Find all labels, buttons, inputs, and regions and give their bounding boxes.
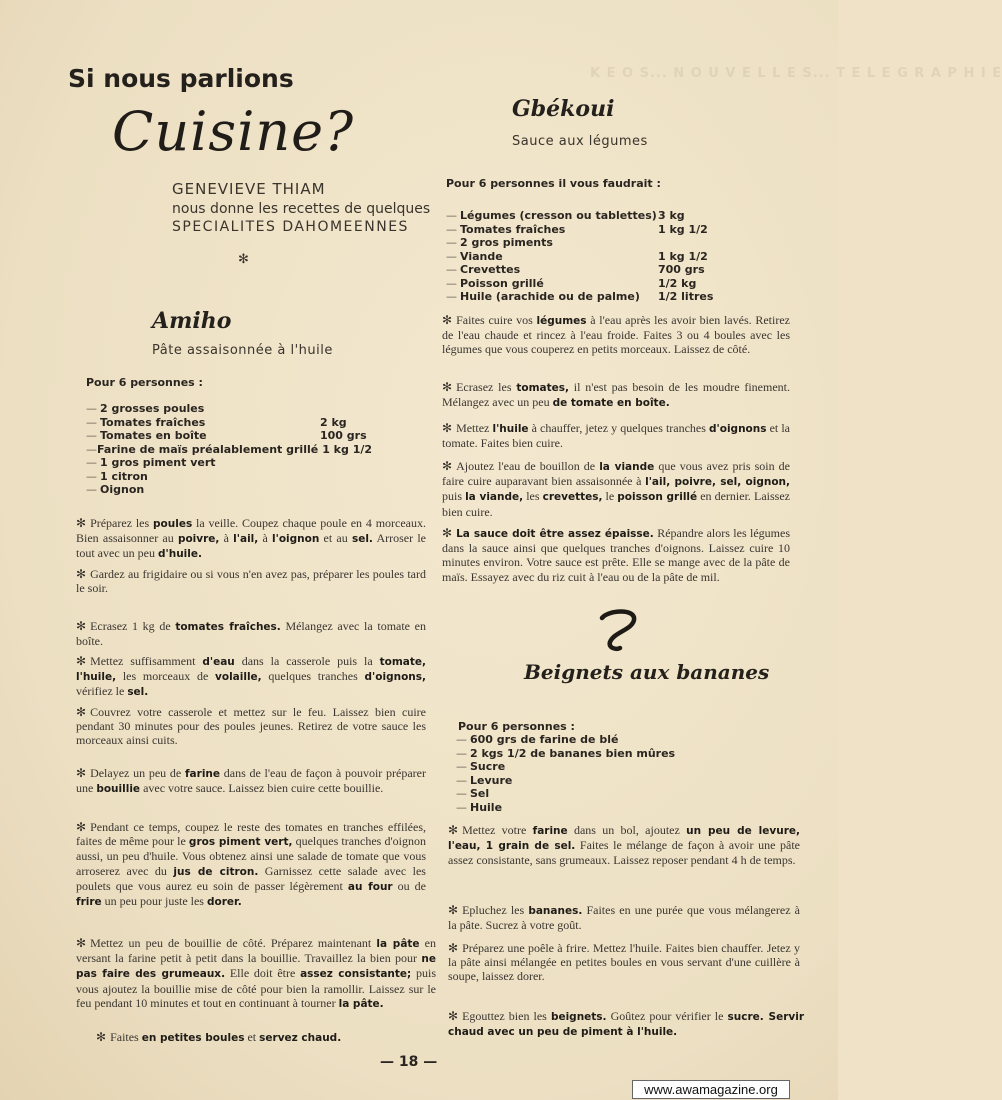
ingredient-row: — Poisson grillé 1/2 kg: [446, 277, 716, 291]
ingredient-row: — Oignon: [86, 483, 145, 496]
ingredient-qty: 3 kg: [658, 209, 685, 222]
ingredient-row: — 600 grs de farine de blé: [456, 733, 619, 746]
amiho-title: Amiho: [152, 308, 232, 334]
ingredient-name: Tomates en boîte: [100, 429, 207, 442]
ingredient-row: — 2 gros piments: [446, 236, 553, 249]
beignets-step-3: ✻ Préparez une poêle à frire. Mettez l'huile. Faites bien chauffer. Jetez y la pâte ainsi mélangée en petites boules en vous servant d'une cuillère à soupe, laissez dorer.: [448, 941, 800, 984]
header-title: Cuisine?: [112, 100, 355, 163]
ingredient-row: — Sel: [456, 787, 490, 800]
ingredient-row: — Farine de maïs préalablement grillé 1 kg 1/2: [86, 442, 373, 456]
ingredient-name: Crevettes: [460, 263, 521, 276]
ingredient-name: Oignon: [100, 483, 145, 496]
gbekoui-step-3: ✻ Mettez l'huile à chauffer, jetez y quelques tranches d'oignons et la tomate. Faites bien cuire.: [442, 421, 790, 451]
amiho-step-1: ✻ Préparez les poules la veille. Coupez chaque poule en 4 morceaux. Bien assaisonner au poivre, à l'ail, à l'oignon et au sel. Arroser le tout avec un peu d'huile.: [76, 516, 426, 561]
gbekoui-persons: Pour 6 personnes il vous faudrait :: [446, 177, 661, 190]
gbekoui-step-4: ✻ Ajoutez l'eau de bouillon de la viande que vous avez pris soin de faire cuire auparavant bien assaisonnée à l'ail, poivre, sel, oignon, puis la viande, les crevettes, le poisson grillé en dernier. Laissez bien cuire.: [442, 459, 790, 519]
author-block: [172, 180, 430, 235]
ingredient-name: Huile: [470, 800, 503, 814]
amiho-step-2: ✻ Gardez au frigidaire ou si vous n'en avez pas, préparer les poules tard le soir.: [76, 567, 426, 596]
ingredient-qty: 1 kg 1/2: [322, 442, 373, 456]
ingredient-name: 1 gros piment vert: [100, 456, 216, 469]
ingredient-row: — Tomates fraîches 1 kg 1/2: [446, 223, 716, 237]
ingredient-row: — Sucre: [456, 760, 506, 773]
ingredient-qty: 700 grs: [658, 263, 705, 276]
ingredient-row: — 1 citron: [86, 469, 148, 483]
gbekoui-ingredients: [446, 209, 716, 304]
gbekoui-step-5: ✻ La sauce doit être assez épaisse. Répandre alors les légumes dans la sauce ainsi que quelques tranches d'oignons. Laissez cuire 10 minutes environ. Votre sauce est prête. Elle se mange avec de la pâte de maïs. Essayez avec du riz cuit à l'eau ou de la pâte de mil.: [442, 526, 791, 584]
amiho-step-9: ✻ Faites en petites boules et servez chaud.: [96, 1030, 342, 1044]
ingredient-name: 1 citron: [100, 469, 148, 483]
ingredient-name: Tomates fraîches: [460, 222, 566, 236]
ingredient-row: — Légumes (cresson ou tablettes) 3 kg: [446, 209, 716, 223]
beignets-step-1: ✻ Mettez votre farine dans un bol, ajoutez un peu de levure, l'eau, 1 grain de sel. Faites le mélange de façon à avoir une pâte assez consistante, sans grumeaux. Laissez reposer pendant 4 h de temps.: [448, 823, 800, 868]
author-intro: nous donne les recettes de quelques: [172, 201, 431, 217]
amiho-step-8: ✻ Mettez un peu de bouillie de côté. Préparez maintenant la pâte en versant la farine petit à petit dans la bouillie. Travaillez la bien pour ne pas faire des grumeaux. Elle doit être assez consistante; puis vous ajoutez la bouillie mise de côté pour bien la ramollir. Laissez sur le feu pendant 10 minutes et tout en continuant à tourner la pâte.: [76, 936, 437, 1010]
amiho-step-6: ✻ Delayez un peu de farine dans de l'eau de façon à pouvoir préparer une bouillie avec votre sauce. Laissez bien cuire cette bouillie.: [76, 766, 426, 796]
author-specialties: SPECIALITES DAHOMEENNES: [172, 219, 409, 235]
beignets-title: Beignets aux bananes: [524, 660, 770, 684]
ingredient-name: Farine de maïs préalablement grillé: [97, 442, 319, 456]
ingredient-name: Tomates fraîches: [100, 415, 206, 429]
ingredient-name: Sucre: [470, 760, 506, 773]
gbekoui-step-2: ✻ Ecrasez les tomates, il n'est pas besoin de les moudre finement. Mélangez avec un peu de tomate en boîte.: [442, 380, 790, 410]
watermark-link[interactable]: www.awamagazine.org: [632, 1080, 790, 1099]
beignets-step-2: ✻ Epluchez les bananes. Faites en une purée que vous mélangerez à la pâte. Sucrez à votre goût.: [448, 903, 800, 933]
gbekoui-subtitle: Sauce aux légumes: [512, 134, 648, 149]
ingredient-row: — Viande 1 kg 1/2: [446, 250, 716, 264]
amiho-step-4: ✻ Mettez suffisamment d'eau dans la casserole puis la tomate, l'huile, les morceaux de volaille, quelques tranches d'oignons, vérifiez le sel.: [76, 654, 427, 699]
ingredient-name: Sel: [470, 787, 490, 800]
amiho-step-5: ✻ Couvrez votre casserole et mettez sur le feu. Laissez bien cuire pendant 30 minutes pour des poules jeunes. Retirez de votre sauce les morceaux ainsi cuits.: [76, 705, 426, 748]
ingredient-qty: 1/2 litres: [658, 290, 714, 303]
ingredient-row: — Tomates fraîches 2 kg: [86, 416, 372, 430]
amiho-step-3: ✻ Ecrasez 1 kg de tomates fraîches. Mélangez avec la tomate en boîte.: [76, 619, 426, 649]
ingredient-row: — Levure: [456, 773, 513, 787]
amiho-step-7: ✻ Pendant ce temps, coupez le reste des tomates en tranches effilées, faites de même pour le gros piment vert, quelques tranches d'oignon aussi, un peu d'huile. Vous obtenez ainsi une salade de tomate que vous arroserez avec du jus de citron. Garnissez cette salade avec les poulets que vous aurez eu soin de passer légèrement au four ou de frire un peu pour juste les dorer.: [76, 820, 426, 909]
decorative-squiggle-icon: [596, 608, 642, 652]
header-line-1: Si nous parlions: [68, 64, 294, 93]
ingredient-row: — Huile: [456, 800, 503, 814]
page-number: — 18 —: [380, 1054, 438, 1070]
beignets-step-4: ✻ Egouttez bien les beignets. Goûtez pour vérifier le sucre. Servir chaud avec un peu de piment à l'huile.: [448, 1009, 804, 1039]
ingredient-row: — 2 grosses poules: [86, 402, 205, 415]
ingredient-name: 2 gros piments: [460, 236, 553, 249]
amiho-persons: Pour 6 personnes :: [86, 376, 203, 389]
gbekoui-step-1: ✻ Faites cuire vos légumes à l'eau après les avoir bien lavés. Retirez de l'eau chaude et rincez à l'eau froide. Faites 3 ou 4 boules avec les légumes que vous couperez en petits morceaux. Laissez de côté.: [442, 313, 790, 357]
ingredient-qty: 1/2 kg: [658, 276, 697, 290]
ingredient-row: — Huile (arachide ou de palme) 1/2 litres: [446, 290, 716, 304]
ingredient-row: — Crevettes 700 grs: [446, 263, 716, 277]
beignets-ingredients: [456, 733, 716, 814]
ingredient-name: 2 kgs 1/2 de bananes bien mûres: [470, 746, 676, 760]
bleed-through-text: K E O S... N O U V E L L E S... T E L E G R A P H I E: [590, 66, 1002, 81]
amiho-ingredients: [86, 402, 372, 497]
ingredient-name: Levure: [470, 773, 513, 787]
author-name: GENEVIEVE THIAM: [172, 180, 326, 198]
ingredient-qty: 100 grs: [320, 429, 367, 442]
gbekoui-title: Gbékoui: [512, 96, 615, 122]
ingredient-name: Poisson grillé: [460, 276, 544, 290]
ingredient-name: Légumes (cresson ou tablettes): [460, 209, 657, 222]
ingredient-name: Viande: [460, 249, 503, 263]
ingredient-name: 2 grosses poules: [100, 402, 205, 415]
ingredient-row: — 1 gros piment vert: [86, 456, 216, 469]
ingredient-qty: 1 kg 1/2: [658, 222, 708, 236]
divider-star-icon: ✻: [238, 252, 249, 267]
ingredient-qty: 2 kg: [320, 415, 347, 429]
ingredient-row: — Tomates en boîte 100 grs: [86, 429, 372, 443]
ingredient-name: 600 grs de farine de blé: [470, 733, 619, 746]
ingredient-row: — 2 kgs 1/2 de bananes bien mûres: [456, 746, 676, 760]
amiho-subtitle: Pâte assaisonnée à l'huile: [152, 343, 333, 358]
beignets-persons: Pour 6 personnes :: [458, 720, 575, 733]
ingredient-qty: 1 kg 1/2: [658, 249, 708, 263]
ingredient-name: Huile (arachide ou de palme): [460, 290, 640, 303]
